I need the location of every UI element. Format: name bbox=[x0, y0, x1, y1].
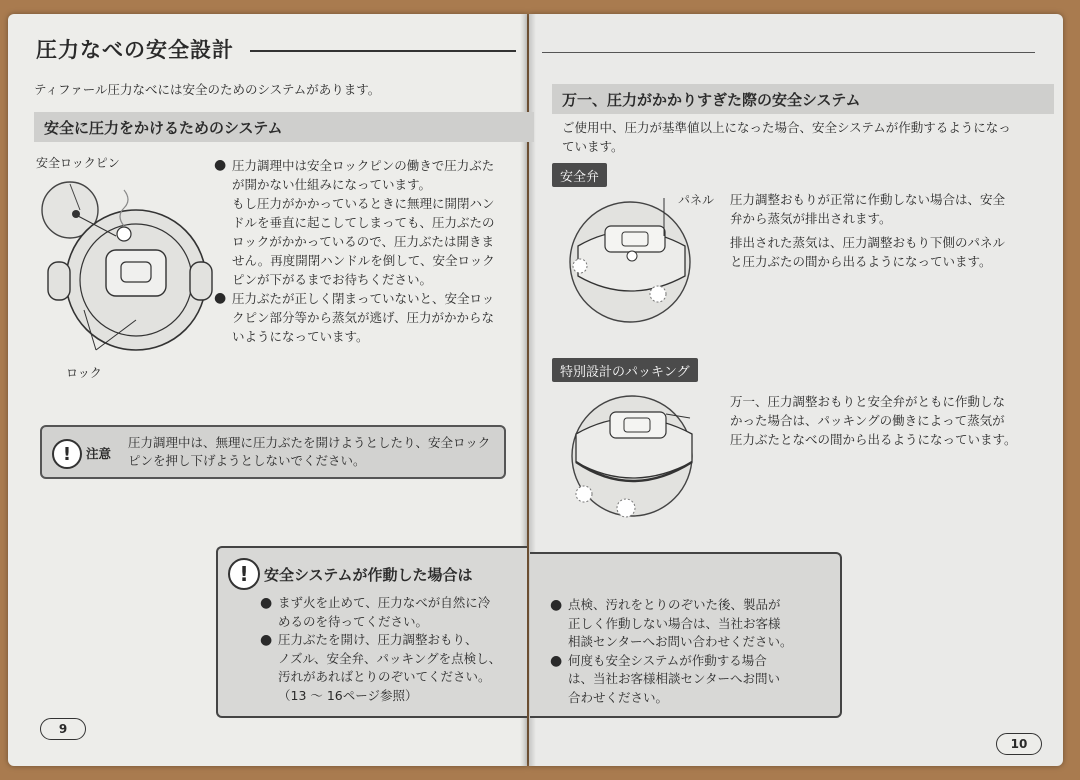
left-section-title: 安全に圧力をかけるためのシステム bbox=[44, 118, 283, 137]
bullet-line: クピン部分等から蒸気が逃げ、圧力がかからな bbox=[232, 310, 495, 325]
safety-caution-icon: ! bbox=[228, 558, 260, 590]
list-item bbox=[550, 596, 838, 652]
safety-box-left bbox=[216, 546, 527, 718]
bullet-line: 相談センターへお問い合わせください。 bbox=[568, 634, 793, 649]
bullet-line: が開かない仕組みになっています。 bbox=[232, 177, 432, 192]
left-bullet-list bbox=[214, 156, 514, 346]
bullet-icon: ● bbox=[214, 290, 227, 306]
bullet-line: 合わせください。 bbox=[568, 689, 669, 705]
left-intro: ティファール圧力なべには安全のためのシステムがあります。 bbox=[34, 82, 381, 97]
figure-label-pin: 安全ロックピン bbox=[36, 156, 120, 170]
title-rule bbox=[250, 50, 516, 52]
packing-line: かった場合は、パッキングの働きによって蒸気が bbox=[730, 413, 1005, 428]
bullet-icon: ● bbox=[260, 632, 273, 648]
caution-box bbox=[40, 425, 506, 479]
right-intro bbox=[562, 118, 1032, 156]
panel-label: パネル bbox=[678, 193, 715, 207]
bullet-line: ピンが下がるまでお待ちください。 bbox=[232, 272, 433, 287]
packing-label bbox=[552, 358, 698, 382]
bullet-line: 正しく作動しない場合は、当社お客様 bbox=[568, 615, 781, 631]
list-item bbox=[550, 652, 838, 708]
caution-icon: ! bbox=[52, 439, 82, 469]
safety-box-right bbox=[530, 552, 842, 718]
pressure-lid-illustration bbox=[36, 170, 216, 380]
valve-label-text: 安全弁 bbox=[560, 169, 600, 185]
packing-line: 万一、圧力調整おもりと安全弁がともに作動しな bbox=[730, 394, 1006, 409]
page-number-left: 9 bbox=[40, 718, 86, 740]
valve-line: 圧力調整おもりが正常に作動しない場合は、安全 bbox=[730, 192, 1006, 207]
right-section-header bbox=[552, 84, 1054, 114]
list-item bbox=[214, 156, 514, 289]
figure-label-lock: ロック bbox=[66, 366, 102, 380]
valve-line: 排出された蒸気は、圧力調整おもり下側のパネル bbox=[730, 235, 1006, 250]
bullet-line: せん。再度開閉ハンドルを倒して、安全ロック bbox=[232, 253, 495, 268]
bullet-line: まず火を止めて、圧力なべが自然に冷 bbox=[278, 595, 491, 610]
bullet-icon: ● bbox=[214, 157, 227, 173]
safety-box-title: 安全システムが作動した場合は bbox=[264, 566, 473, 584]
caution-label: 注意 bbox=[86, 446, 112, 461]
valve-label bbox=[552, 163, 607, 187]
right-header-rule bbox=[542, 52, 1035, 53]
packing-description bbox=[730, 392, 1036, 449]
valve-line: 弁から蒸気が排出されます。 bbox=[730, 211, 892, 226]
safety-valve-illustration bbox=[560, 196, 710, 326]
safety-right-list bbox=[550, 596, 838, 707]
bullet-line: ノズル、安全弁、パッキングを点検し、 bbox=[278, 650, 502, 666]
intro-line: ています。 bbox=[562, 139, 624, 154]
bullet-line: いようになっています。 bbox=[232, 329, 369, 344]
packing-line: 圧力ぶたとなべの間から出るようになっています。 bbox=[730, 432, 1017, 447]
bullet-line: ドルを垂直に起こしてしまっても、圧力ぶたの bbox=[232, 215, 495, 230]
bullet-line: 圧力ぶたが正しく閉まっていないと、安全ロッ bbox=[232, 291, 495, 306]
caution-text bbox=[128, 434, 500, 470]
list-item bbox=[260, 631, 524, 705]
bullet-line: もし圧力がかかっているときに無理に開閉ハン bbox=[232, 196, 495, 211]
bullet-line: ロックがかかっているので、圧力ぶたは開きま bbox=[232, 234, 495, 249]
bullet-line: 汚れがあればとりのぞいてください。 bbox=[278, 669, 491, 684]
valve-description bbox=[730, 190, 1036, 271]
bullet-line: 点検、汚れをとりのぞいた後、製品が bbox=[568, 597, 781, 612]
bullet-line: （13 ～ 16ページ参照） bbox=[278, 687, 418, 703]
packing-label-text: 特別設計のパッキング bbox=[560, 364, 690, 380]
bullet-line: 何度も安全システムが作動する場合 bbox=[568, 652, 767, 668]
list-item bbox=[214, 289, 514, 346]
bullet-icon: ● bbox=[550, 652, 563, 669]
packing-illustration bbox=[560, 390, 710, 522]
bullet-line: は、当社お客様相談センターへお問い bbox=[568, 671, 781, 686]
left-section-header bbox=[34, 112, 534, 142]
safety-left-list bbox=[260, 594, 524, 705]
bullet-icon: ● bbox=[550, 597, 563, 613]
caution-line: ピンを押し下げようとしないでください。 bbox=[128, 453, 366, 468]
list-item bbox=[260, 594, 524, 631]
intro-line: ご使用中、圧力が基準値以上になった場合、安全システムが作動するようになっ bbox=[562, 120, 1011, 135]
bullet-line: 圧力調理中は安全ロックピンの働きで圧力ぶた bbox=[232, 158, 495, 173]
page-title: 圧力なべの安全設計 bbox=[36, 38, 234, 62]
bullet-icon: ● bbox=[260, 595, 273, 611]
bullet-line: 圧力ぶたを開け、圧力調整おもり、 bbox=[278, 632, 478, 647]
valve-line: と圧力ぶたの間から出るようになっています。 bbox=[730, 254, 992, 269]
caution-line: 圧力調理中は、無理に圧力ぶたを開けようとしたり、安全ロック bbox=[128, 435, 491, 450]
right-section-title: 万一、圧力がかかりすぎた際の安全システム bbox=[562, 90, 861, 109]
page-number-right: 10 bbox=[996, 733, 1042, 755]
bullet-line: めるのを待ってください。 bbox=[278, 613, 429, 629]
